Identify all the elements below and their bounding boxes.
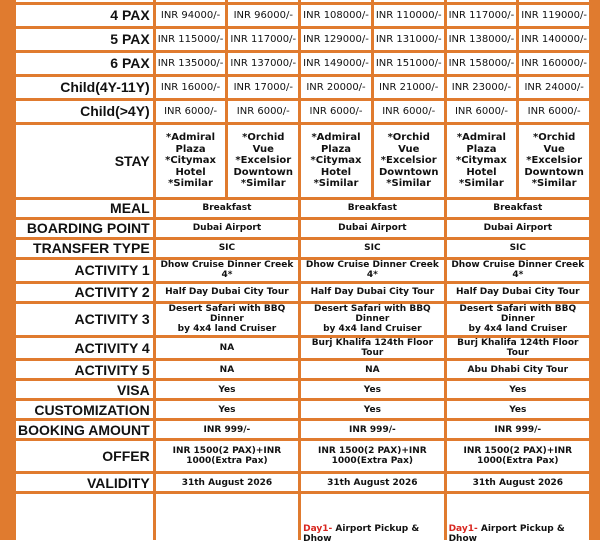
stay-cell — [519, 125, 589, 197]
label-activity4: ACTIVITY 4 — [16, 338, 153, 359]
label-4pax: 4 PAX — [16, 5, 153, 26]
label-customization: CUSTOMIZATION — [16, 401, 153, 418]
label-transfer: TRANSFER TYPE — [16, 240, 153, 257]
customization-cell: Yes — [447, 401, 589, 418]
itinerary-day: Day1- — [448, 523, 478, 534]
row-transfer — [16, 240, 589, 257]
price-cell: INR 158000/- — [447, 53, 517, 74]
price-cell: INR 96000/- — [228, 5, 298, 26]
price-cell: INR 21000/- — [374, 77, 444, 98]
activity-cell: Half Day Dubai City Tour — [156, 284, 298, 301]
label-stay: STAY — [16, 125, 153, 197]
row-meal — [16, 200, 589, 217]
offer-line: INR 1500(2 PAX)+INR — [318, 446, 427, 457]
price-cell: INR 20000/- — [301, 77, 371, 98]
price-cell: INR 108000/- — [301, 5, 371, 26]
stay-line: *Similar — [168, 178, 213, 190]
activity-line: by 4x4 land Cruiser — [468, 324, 568, 335]
stay-line: *Orchid Vue — [533, 132, 576, 155]
price-cell: INR 129000/- — [301, 29, 371, 50]
stay-line: Downtown — [233, 166, 294, 178]
activity-line: Desert Safari with BBQ Dinner — [313, 303, 431, 325]
label-meal: MEAL — [16, 200, 153, 217]
price-cell: INR 24000/- — [519, 77, 589, 98]
price-cell: INR 23000/- — [447, 77, 517, 98]
price-cell: INR 6000/- — [519, 101, 589, 122]
transfer-cell: SIC — [156, 240, 298, 257]
meal-cell: Breakfast — [301, 200, 443, 217]
row-activity4 — [16, 338, 589, 359]
stay-line: *Similar — [313, 178, 359, 190]
price-cell: INR 6000/- — [228, 101, 298, 122]
stay-cell — [228, 125, 298, 197]
top-strip-cell — [374, 0, 444, 2]
row-validity — [16, 474, 589, 491]
price-cell: INR 151000/- — [374, 53, 444, 74]
transfer-cell: SIC — [447, 240, 589, 257]
booking-cell: INR 999/- — [447, 421, 589, 438]
price-cell: INR 16000/- — [156, 77, 226, 98]
label-activity3: ACTIVITY 3 — [16, 304, 153, 335]
stay-line: *Orchid Vue — [387, 132, 430, 155]
stay-line: *Citymax — [310, 155, 362, 167]
stay-line: Plaza — [175, 143, 206, 155]
label-validity: VALIDITY — [16, 474, 153, 491]
activity-cell: Dhow Cruise Dinner Creek 4* — [447, 260, 589, 281]
row-boarding — [16, 220, 589, 237]
row-activity1 — [16, 260, 589, 281]
top-strip-cell — [519, 0, 589, 2]
stay-line: *Citymax — [165, 155, 217, 167]
row-visa — [16, 381, 589, 398]
stay-line: Plaza — [320, 143, 352, 155]
visa-cell: Yes — [156, 381, 298, 398]
itinerary-label-cell — [16, 494, 153, 544]
activity-line: by 4x4 land Cruiser — [177, 324, 277, 335]
itinerary-text: Airport Pickup & Dhow — [448, 523, 565, 545]
activity-cell: Half Day Dubai City Tour — [447, 284, 589, 301]
activity-cell — [447, 304, 589, 335]
price-cell: INR 119000/- — [519, 5, 589, 26]
top-strip-row — [16, 0, 589, 2]
top-strip-cell — [228, 0, 298, 2]
package-table — [13, 0, 592, 547]
offer-line: INR 1500(2 PAX)+INR — [172, 446, 282, 457]
top-strip-cell — [447, 0, 517, 2]
activity-cell: Half Day Dubai City Tour — [301, 284, 443, 301]
label-activity2: ACTIVITY 2 — [16, 284, 153, 301]
stay-line: Downtown — [378, 166, 439, 178]
offer-cell — [301, 441, 443, 471]
stay-line: *Excelsior — [235, 155, 292, 167]
label-child-4-11: Child(4Y-11Y) — [16, 77, 153, 98]
itinerary-cell — [447, 494, 589, 544]
row-child-lt4 — [16, 101, 589, 122]
transfer-cell: SIC — [301, 240, 443, 257]
row-6pax — [16, 53, 589, 74]
top-strip-cell — [156, 0, 226, 2]
price-cell: INR 6000/- — [301, 101, 371, 122]
offer-line: 1000(Extra Pax) — [331, 456, 414, 467]
activity-cell: NA — [156, 361, 298, 378]
offer-cell — [447, 441, 589, 471]
offer-line: INR 1500(2 PAX)+INR — [463, 446, 573, 457]
offer-line: 1000(Extra Pax) — [186, 456, 268, 467]
stay-line: *Similar — [240, 178, 286, 190]
label-activity1: ACTIVITY 1 — [16, 260, 153, 281]
label-visa: VISA — [16, 381, 153, 398]
customization-cell: Yes — [301, 401, 443, 418]
validity-cell: 31th August 2026 — [301, 474, 443, 491]
itinerary-day: Day1- — [303, 523, 333, 534]
activity-line: Desert Safari with BBQ Dinner — [459, 303, 577, 325]
meal-cell: Breakfast — [447, 200, 589, 217]
stay-line: Hotel — [320, 166, 352, 178]
visa-cell: Yes — [447, 381, 589, 398]
price-cell: INR 138000/- — [447, 29, 517, 50]
stay-line: *Citymax — [455, 155, 507, 167]
price-cell: INR 131000/- — [374, 29, 444, 50]
label-booking: BOOKING AMOUNT — [16, 421, 153, 438]
row-child-4-11 — [16, 77, 589, 98]
stay-line: Hotel — [175, 166, 206, 178]
row-booking — [16, 421, 589, 438]
price-cell: INR 110000/- — [374, 5, 444, 26]
stay-line: *Admiral — [166, 132, 216, 144]
boarding-cell: Dubai Airport — [156, 220, 298, 237]
stay-line: Hotel — [466, 166, 497, 178]
top-strip-cell — [16, 0, 153, 2]
stay-line: *Admiral — [311, 132, 361, 144]
row-5pax — [16, 29, 589, 50]
activity-cell — [301, 304, 443, 335]
booking-cell: INR 999/- — [156, 421, 298, 438]
price-cell: INR 6000/- — [156, 101, 226, 122]
activity-cell: NA — [301, 361, 443, 378]
price-cell: INR 135000/- — [156, 53, 226, 74]
itinerary-cell — [301, 494, 443, 544]
price-cell: INR 115000/- — [156, 29, 226, 50]
row-itinerary — [16, 494, 589, 544]
label-child-lt4: Child(>4Y) — [16, 101, 153, 122]
price-cell: INR 140000/- — [519, 29, 589, 50]
row-activity2 — [16, 284, 589, 301]
activity-line: Desert Safari with BBQ Dinner — [168, 303, 286, 325]
stay-cell — [156, 125, 226, 197]
label-activity5: ACTIVITY 5 — [16, 361, 153, 378]
stay-line: Downtown — [524, 166, 584, 178]
stay-line: *Excelsior — [380, 155, 437, 167]
row-activity5 — [16, 361, 589, 378]
stay-line: *Similar — [386, 178, 432, 190]
booking-cell: INR 999/- — [301, 421, 443, 438]
stay-cell — [447, 125, 517, 197]
label-6pax: 6 PAX — [16, 53, 153, 74]
price-cell: INR 137000/- — [228, 53, 298, 74]
row-stay — [16, 125, 589, 197]
boarding-cell: Dubai Airport — [447, 220, 589, 237]
stay-line: *Similar — [531, 178, 577, 190]
top-strip-cell — [301, 0, 371, 2]
itinerary-cell — [156, 494, 298, 544]
stay-line: *Admiral — [456, 132, 506, 144]
activity-cell: Burj Khalifa 124th Floor Tour — [301, 338, 443, 359]
boarding-cell: Dubai Airport — [301, 220, 443, 237]
meal-cell: Breakfast — [156, 200, 298, 217]
offer-cell — [156, 441, 298, 471]
itinerary-text: Airport Pickup & Dhow — [303, 523, 420, 545]
visa-cell: Yes — [301, 381, 443, 398]
price-cell: INR 6000/- — [374, 101, 444, 122]
price-cell: INR 117000/- — [228, 29, 298, 50]
stay-line: *Excelsior — [526, 155, 583, 167]
row-activity3 — [16, 304, 589, 335]
activity-cell: Dhow Cruise Dinner Creek 4* — [301, 260, 443, 281]
price-cell: INR 17000/- — [228, 77, 298, 98]
label-boarding: BOARDING POINT — [16, 220, 153, 237]
stay-line: *Similar — [459, 178, 504, 190]
label-offer: OFFER — [16, 441, 153, 471]
stay-cell — [301, 125, 371, 197]
price-cell: INR 94000/- — [156, 5, 226, 26]
validity-cell: 31th August 2026 — [156, 474, 298, 491]
row-customization — [16, 401, 589, 418]
label-5pax: 5 PAX — [16, 29, 153, 50]
price-cell: INR 149000/- — [301, 53, 371, 74]
activity-cell: Dhow Cruise Dinner Creek 4* — [156, 260, 298, 281]
validity-cell: 31th August 2026 — [447, 474, 589, 491]
stay-cell — [374, 125, 444, 197]
row-offer — [16, 441, 589, 471]
activity-cell: NA — [156, 338, 298, 359]
activity-line: by 4x4 land Cruiser — [323, 324, 422, 335]
activity-cell: Burj Khalifa 124th Floor Tour — [447, 338, 589, 359]
activity-cell: Abu Dhabi City Tour — [447, 361, 589, 378]
stay-line: Plaza — [466, 143, 497, 155]
price-cell: INR 160000/- — [519, 53, 589, 74]
stay-line: *Orchid Vue — [242, 132, 285, 155]
customization-cell: Yes — [156, 401, 298, 418]
price-cell: INR 117000/- — [447, 5, 517, 26]
activity-cell — [156, 304, 298, 335]
offer-line: 1000(Extra Pax) — [477, 456, 559, 467]
price-cell: INR 6000/- — [447, 101, 517, 122]
row-4pax — [16, 5, 589, 26]
